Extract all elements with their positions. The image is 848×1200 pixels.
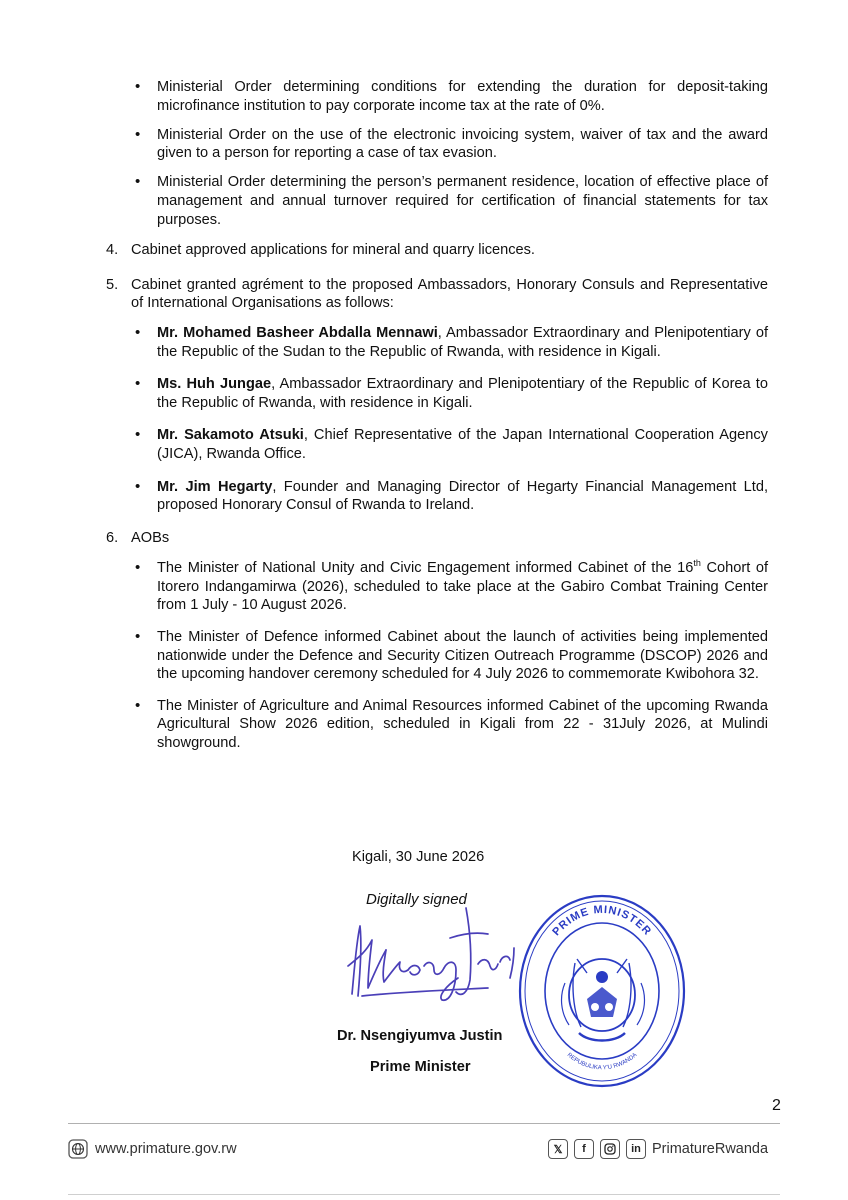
item-number: 6. xyxy=(106,529,119,546)
person-description: , Founder and Managing Director of Hegarty Financial Management Ltd, proposed Honorary Consul of Rwanda to Ireland. xyxy=(157,478,768,514)
numbered-item-5 xyxy=(106,276,768,515)
person-name: Mr. Mohamed Basheer Abdalla Mennawi xyxy=(157,324,438,341)
list-item xyxy=(106,559,768,615)
footer-bottom-divider xyxy=(68,1194,780,1195)
social-handle[interactable]: PrimatureRwanda xyxy=(652,1141,769,1157)
footer-divider xyxy=(68,1123,780,1124)
svg-text:PRIME MINISTER xyxy=(550,904,653,938)
handwritten-signature xyxy=(338,904,528,1006)
svg-text:REPUBULIKA Y'U RWANDA xyxy=(566,1052,639,1071)
aob-text: The Minister of National Unity and Civic Engagement informed Cabinet of the 16 xyxy=(157,560,694,577)
x-icon[interactable]: 𝕏 xyxy=(548,1139,568,1159)
footer-social xyxy=(548,1139,768,1159)
ordinal-suffix: th xyxy=(693,558,701,569)
list-item xyxy=(106,375,768,412)
list-item: • The Minister of Agriculture and Animal Resources informed Cabinet of the upcoming Rwanda Agricultural Show 2026 edition, scheduled in Kigali from 22 - 31July 2026, at Mulindi showground. xyxy=(106,697,768,753)
page-number: 2 xyxy=(772,1097,781,1114)
list-item xyxy=(106,324,768,361)
list-item xyxy=(106,478,768,515)
footer-website[interactable] xyxy=(68,1139,237,1159)
signatory-title: Prime Minister xyxy=(370,1059,471,1075)
aob-list xyxy=(131,559,768,752)
item-number: 4. xyxy=(106,242,119,259)
place-and-date: Kigali, 30 June 2026 xyxy=(352,849,485,865)
globe-icon xyxy=(68,1139,88,1159)
item-text: AOBs xyxy=(131,529,170,546)
list-item: • The Minister of Defence informed Cabinet about the launch of activities being implemented nationwide under the Defence and Security Citizen Outreach Programme (DSCOP) 2026 and the upcoming handover ceremony scheduled for 4 July 2026 to commemorate Kwibohora 32. xyxy=(106,628,768,684)
instagram-icon[interactable] xyxy=(600,1139,620,1159)
seal-top-text: PRIME MINISTER xyxy=(550,903,654,939)
list-item: • Ministerial Order determining conditions for extending the duration for deposit-taking microfinance institution to pay corporate income tax at the rate of 0%. xyxy=(106,78,768,115)
person-name: Mr. Jim Hegarty xyxy=(157,478,273,495)
prime-minister-seal xyxy=(517,893,687,1089)
signatory-name: Dr. Nsengiyumva Justin xyxy=(337,1028,503,1044)
person-name: Ms. Huh Jungae xyxy=(157,376,272,393)
digitally-signed-label: Digitally signed xyxy=(366,891,467,908)
website-link[interactable]: www.primature.gov.rw xyxy=(95,1141,237,1157)
item-text: Cabinet granted agrément to the proposed Ambassadors, Honorary Consuls and Representative of International Organisations as follows: xyxy=(131,276,768,312)
tax-orders-list xyxy=(106,78,768,229)
aob-text: Cohort of Itorero Indangamirwa (2026), scheduled to take place at the Gabiro Combat Training Center from 1 July - 10 August 2026. xyxy=(157,560,768,614)
document-body xyxy=(106,78,768,765)
linkedin-icon[interactable]: in xyxy=(626,1139,646,1159)
item-number: 5. xyxy=(106,276,119,293)
facebook-icon[interactable]: f xyxy=(574,1139,594,1159)
item-text: Cabinet approved applications for mineral and quarry licences. xyxy=(131,242,535,259)
list-item xyxy=(106,426,768,463)
person-description: , Chief Representative of the Japan International Cooperation Agency (JICA), Rwanda Office. xyxy=(157,427,768,462)
numbered-item-6 xyxy=(106,529,768,753)
seal-inner-text: REPUBULIKA Y'U RWANDA xyxy=(565,1052,639,1072)
person-description: , Ambassador Extraordinary and Plenipotentiary of the Republic of Korea to the Republic of Rwanda, with residence in Kigali. xyxy=(157,376,768,411)
list-item: • Ministerial Order determining the person’s permanent residence, location of effective place of management and annual turnover required for certification of financial statements for tax purposes. xyxy=(106,173,768,229)
numbered-list xyxy=(106,241,768,752)
list-item: • Ministerial Order on the use of the electronic invoicing system, waiver of tax and the award given to a person for reporting a case of tax evasion. xyxy=(106,126,768,163)
agrement-list xyxy=(131,324,768,515)
person-description: , Ambassador Extraordinary and Plenipotentiary of the Republic of the Sudan to the Republic of Rwanda, with residence in Kigali. xyxy=(157,324,768,360)
numbered-item-4 xyxy=(106,241,768,260)
person-name: Mr. Sakamoto Atsuki xyxy=(157,427,304,444)
